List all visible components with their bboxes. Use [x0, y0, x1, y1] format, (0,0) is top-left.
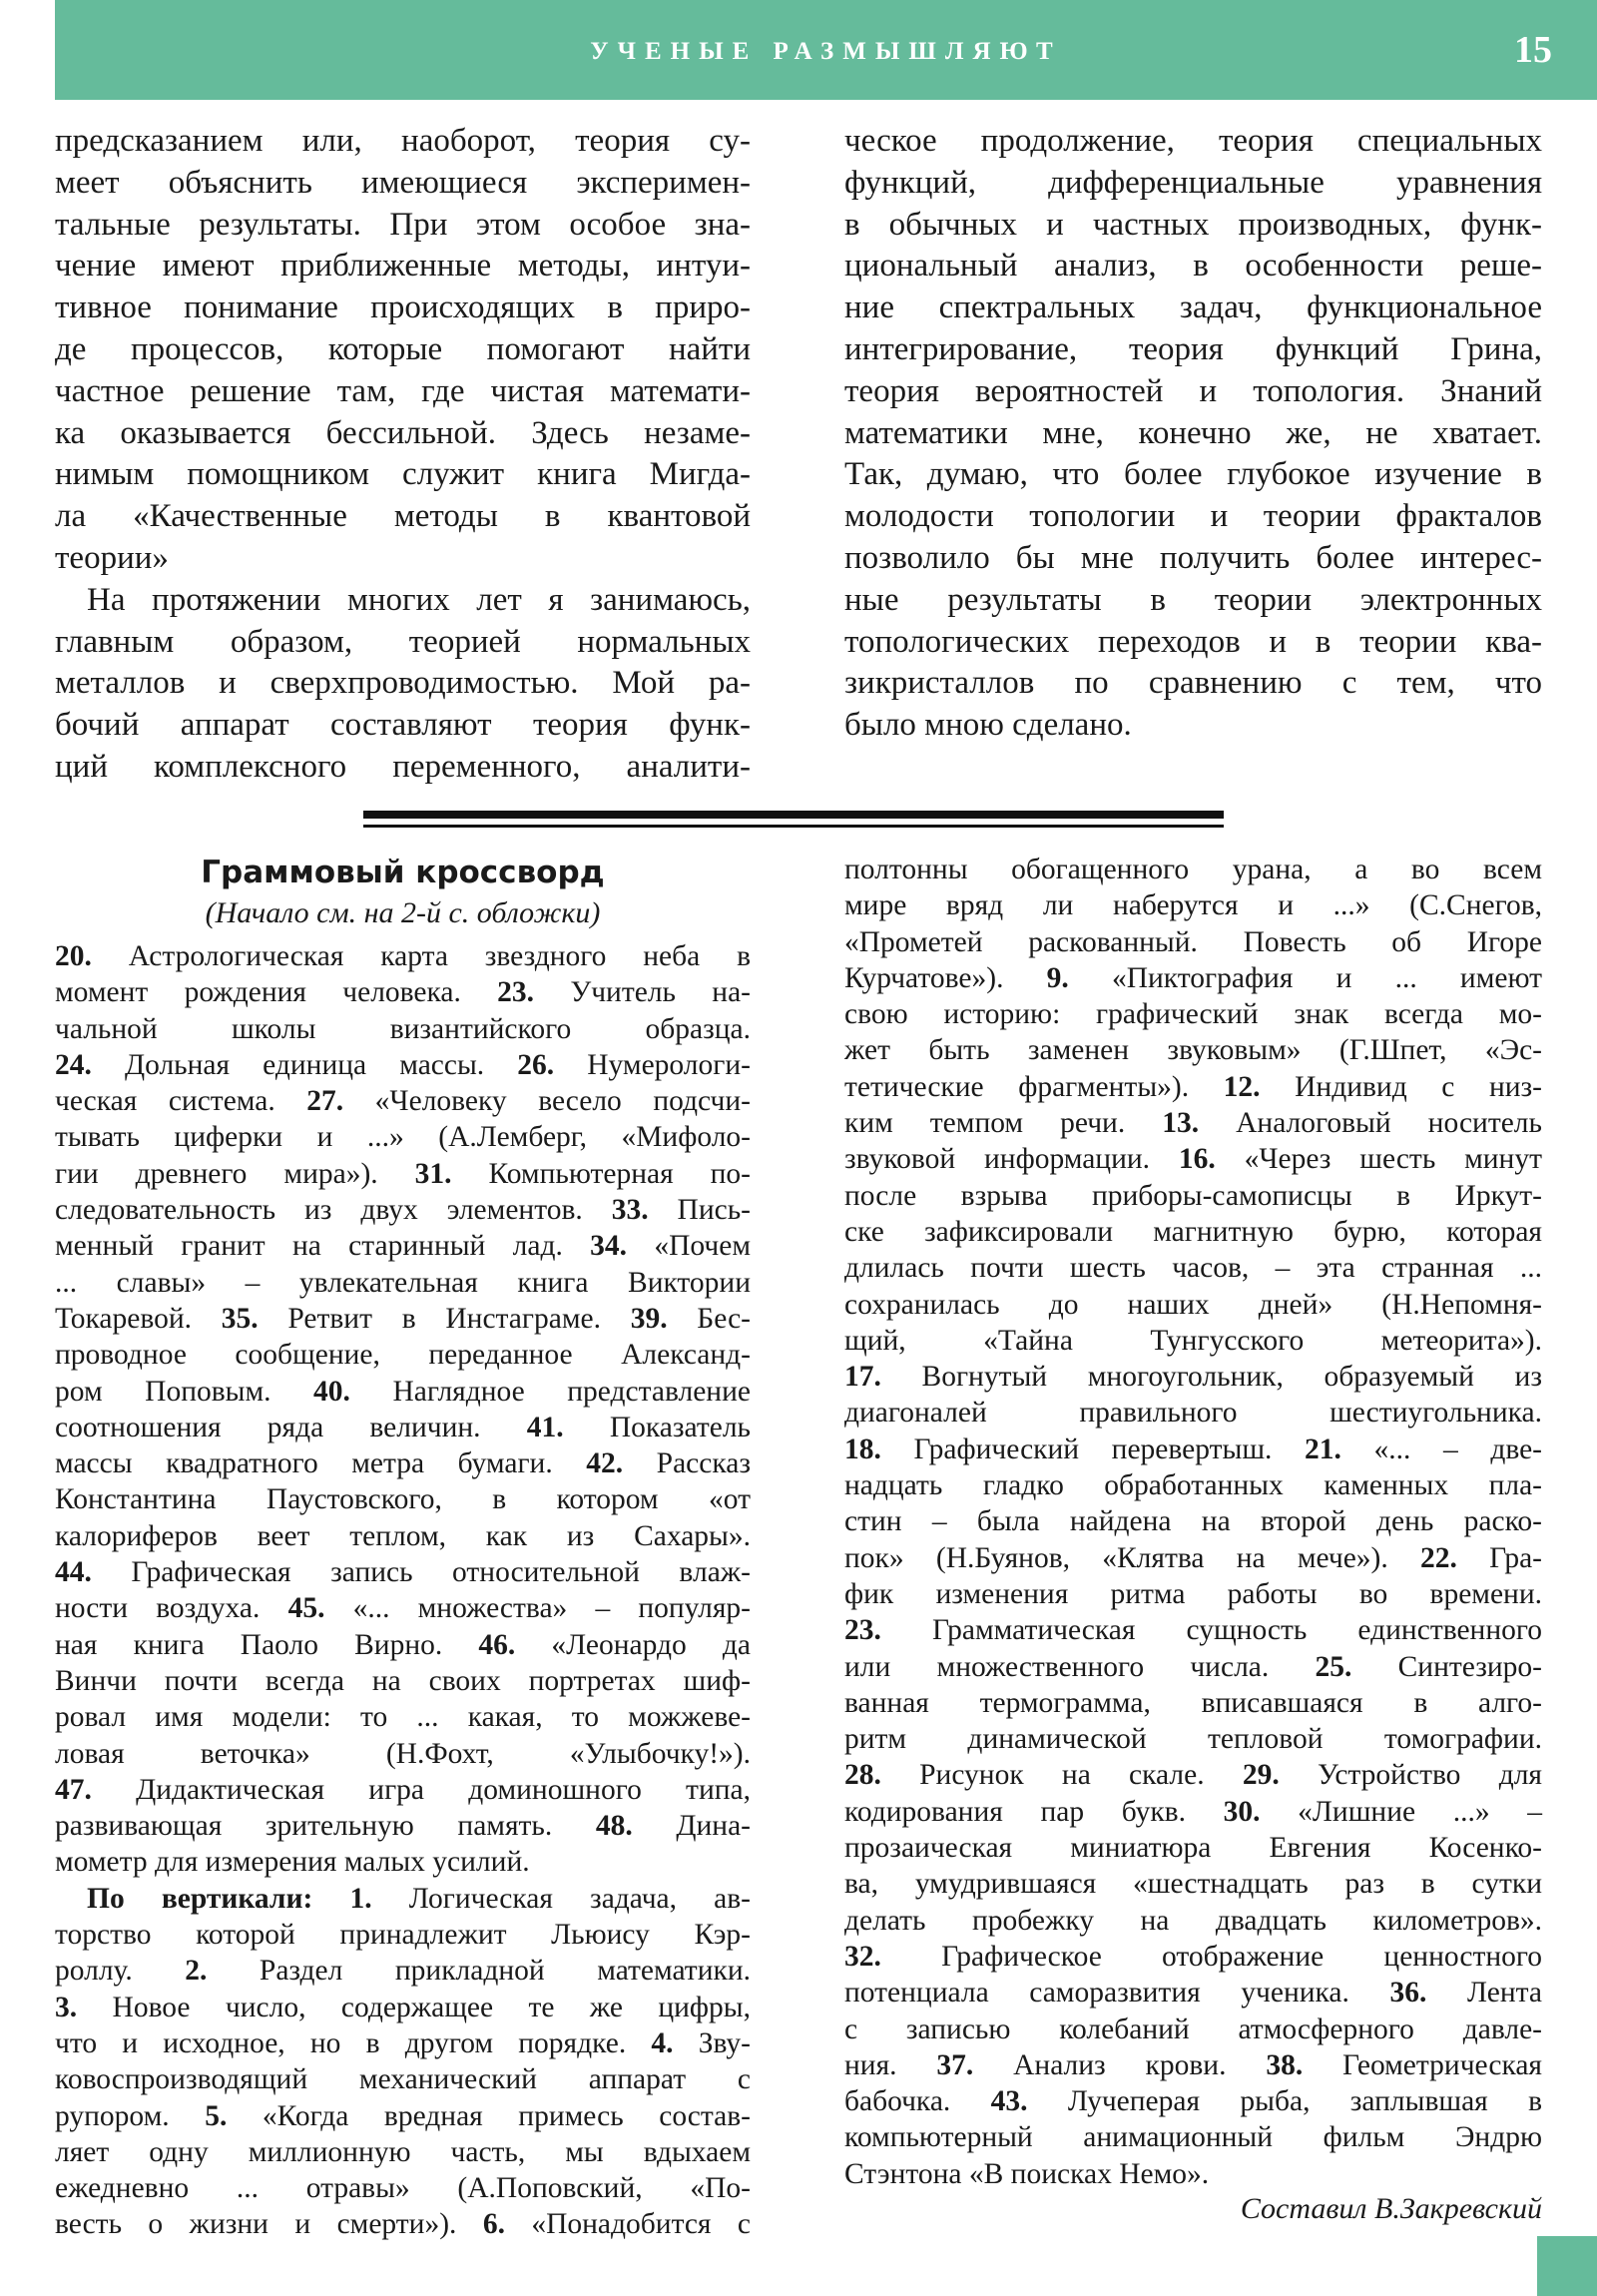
- text-line: роллу. 2. Раздел прикладной математики.: [55, 1955, 751, 1988]
- text-line: делать пробежку на двадцать километров».: [844, 1904, 1542, 1937]
- clue-number: 6.: [482, 2208, 505, 2241]
- paragraph: [844, 121, 1542, 747]
- text-line: ческая система. 27. «Человеку весело подсчи-: [55, 1085, 751, 1118]
- text-line: ций комплексного переменного, аналити-: [55, 748, 751, 785]
- text-line: Стэнтона «В поисках Немо».: [844, 2157, 1210, 2190]
- text-line: диагоналей правильного шестиугольника.: [844, 1397, 1542, 1430]
- text-line: надцать гладко обработанных каменных пла-: [844, 1469, 1542, 1502]
- text-line: По вертикали: 1. Логическая задача, ав-: [87, 1882, 751, 1915]
- clue-number: 27.: [306, 1085, 344, 1118]
- clue-number: 26.: [517, 1048, 555, 1081]
- text-line: Так, думаю, что более глубокое изучение в: [844, 456, 1542, 493]
- clue-number: 34.: [590, 1230, 628, 1263]
- text-line: мометр для измерения малых усилий.: [55, 1846, 530, 1879]
- clue-number: 4.: [651, 2026, 674, 2059]
- section-divider-thin: [363, 825, 1224, 828]
- text-line: что и исходное, но в другом порядке. 4. Зву-: [55, 2026, 751, 2059]
- clue-number: 38.: [1266, 2048, 1304, 2081]
- clue-number: 2.: [185, 1955, 208, 1988]
- clue-number: 18.: [844, 1433, 881, 1465]
- text-line: ванная термограмма, вписавшаяся в алго-: [844, 1686, 1542, 1719]
- text-line: тальные результаты. При этом особое зна-: [55, 206, 751, 243]
- crossword-left-column: [55, 938, 751, 2243]
- section-title: УЧЕНЫЕ РАЗМЫШЛЯЮТ: [590, 38, 1062, 65]
- clue-number: 22.: [1420, 1541, 1457, 1574]
- text-line: калориферов веет теплом, как из Сахары».: [55, 1519, 751, 1552]
- text-line: в обычных и частных производных, функ-: [844, 206, 1542, 243]
- text-line: стин – была найдена на второй день раско-: [844, 1505, 1542, 1538]
- text-line: весть о жизни и смерти»). 6. «Понадобится с: [55, 2208, 751, 2241]
- author-signature: Составил В.Закревский: [1240, 2192, 1542, 2225]
- text-line: интегрирование, теория функций Грина,: [844, 330, 1542, 367]
- clue-number: 43.: [990, 2085, 1028, 2118]
- clue-number: 46.: [478, 1628, 516, 1661]
- text-line: сохранилась до наших дней» (Н.Непомня-: [844, 1288, 1542, 1321]
- text-line: мире вряд ли наберутся и ...» (С.Снегов,: [844, 889, 1542, 922]
- clue-number: 44.: [55, 1556, 92, 1589]
- text-line: ким темпом речи. 13. Аналоговый носитель: [844, 1107, 1542, 1140]
- clue-number: 9.: [1046, 961, 1069, 994]
- clue-number: 41.: [526, 1411, 564, 1443]
- clue-number: 42.: [586, 1447, 624, 1480]
- text-line: полтонны обогащенного урана, а во всем: [844, 854, 1542, 885]
- clue-number: 37.: [936, 2048, 974, 2081]
- clue-number: 17.: [844, 1361, 881, 1394]
- clue-number: 32.: [844, 1940, 881, 1973]
- text-line: чальной школы византийского образца.: [55, 1012, 751, 1045]
- text-line: 20. Астрологическая карта звездного неба в: [55, 940, 751, 972]
- clue-number: 24.: [55, 1048, 92, 1081]
- text-line: тывать циферки и ...» (А.Лемберг, «Мифоло-: [55, 1121, 751, 1154]
- paragraph: [55, 580, 751, 789]
- clue-number: 23.: [497, 976, 535, 1009]
- clue-number: 5.: [205, 2099, 228, 2132]
- text-line: На протяжении многих лет я занимаюсь,: [87, 581, 751, 618]
- text-line: тетические фрагменты»). 12. Индивид с низ-: [844, 1070, 1542, 1103]
- section-divider-thick: [363, 811, 1224, 819]
- clue-number: 28.: [844, 1759, 881, 1792]
- clue-number: 35.: [221, 1302, 259, 1335]
- text-line: прозаическая миниатюра Евгения Косенко-: [844, 1832, 1542, 1865]
- text-line: массы квадратного метра бумаги. 42. Рассказ: [55, 1447, 752, 1480]
- clue-number: 3.: [55, 1991, 78, 2023]
- text-line: ске зафиксировали магнитную бурю, которая: [844, 1215, 1542, 1248]
- text-line: свою историю: графический знак всегда мо-: [844, 998, 1542, 1031]
- text-line: 32. Графическое отображение ценностного: [844, 1940, 1542, 1973]
- text-line: 28. Рисунок на скале. 29. Устройство для: [844, 1759, 1542, 1792]
- text-line: Винчи почти всегда на своих портретах шиф-: [55, 1664, 751, 1697]
- text-line: бочий аппарат составляют теория функ-: [55, 707, 751, 744]
- clue-number: 31.: [414, 1157, 452, 1190]
- text-line: после взрыва приборы-самописцы в Иркут-: [844, 1179, 1542, 1212]
- clue-number: 16.: [1178, 1143, 1216, 1176]
- paragraph: [55, 121, 751, 580]
- text-line: жет быть заменен звуковым» (Г.Шпет, «Эс-: [844, 1034, 1542, 1067]
- crossword-subtitle-text: (Начало см. на 2-й с. обложки): [205, 896, 601, 929]
- text-line: ности воздуха. 45. «... множества» – популяр-: [55, 1592, 752, 1625]
- corner-accent-block: [1537, 2236, 1597, 2296]
- text-line: 47. Дидактическая игра доминошного типа,: [55, 1773, 751, 1806]
- text-line: ровал имя модели: то ... какая, то можжеве-: [55, 1701, 751, 1734]
- text-line: ляет одну миллионную часть, мы вдыхаем: [55, 2135, 751, 2168]
- text-line: ческое продолжение, теория специальных: [844, 123, 1542, 159]
- clue-number: По вертикали:: [87, 1882, 313, 1915]
- clue-number: 30.: [1223, 1795, 1261, 1828]
- clue-number: 39.: [630, 1302, 668, 1335]
- text-line: тивное понимание происходящих в приро-: [55, 289, 751, 326]
- clue-number: 47.: [55, 1773, 92, 1806]
- text-line: ла «Качественные методы в квантовой: [55, 498, 751, 535]
- text-line: предсказанием или, наоборот, теория су-: [55, 123, 751, 159]
- text-line: ва, умудрившаяся «шестнадцать раз в сутки: [844, 1868, 1542, 1901]
- text-line: ние спектральных задач, функциональное: [844, 289, 1542, 326]
- text-line: нимым помощником служит книга Мигда-: [55, 456, 751, 493]
- page-number: 15: [1514, 29, 1552, 71]
- text-line: ритм динамической тепловой томографии.: [844, 1723, 1542, 1756]
- text-line: Константина Паустовского, в котором «от: [55, 1483, 751, 1516]
- clue-number: 1.: [349, 1882, 372, 1915]
- text-line: момент рождения человека. 23. Учитель на-: [55, 976, 752, 1009]
- article-left-column: [55, 121, 751, 789]
- text-line: ка оказывается бессильной. Здесь незаме-: [55, 414, 751, 451]
- paragraph: [55, 1881, 751, 2243]
- clue-number: 33.: [611, 1194, 649, 1227]
- text-line: Курчатове»). 9. «Пиктография и ... имеют: [844, 961, 1542, 994]
- text-line: компьютерный анимационный фильм Эндрю: [844, 2121, 1542, 2154]
- text-line: 24. Дольная единица массы. 26. Нумерологи-: [55, 1048, 751, 1081]
- text-line: Токаревой. 35. Ретвит в Инстаграме. 39. Бес-: [55, 1302, 751, 1335]
- text-line: или множественного числа. 25. Синтезиро-: [844, 1650, 1542, 1683]
- text-line: проводное сообщение, переданное Александ-: [55, 1339, 751, 1372]
- crossword-title: Граммовый кроссворд: [201, 855, 605, 890]
- text-line: топологических переходов и в теории ква-: [844, 623, 1542, 660]
- text-line: ковоспроизводящий механический аппарат с: [55, 2063, 751, 2096]
- text-line: 23. Грамматическая сущность единственного: [844, 1614, 1542, 1647]
- clue-number: 29.: [1242, 1759, 1280, 1792]
- text-line: менный гранит на старинный лад. 34. «Почем: [55, 1230, 752, 1263]
- text-line: пок» (Н.Буянов, «Клятва на мече»). 22. Гра-: [844, 1541, 1542, 1574]
- text-line: циональный анализ, в особенности реше-: [844, 248, 1542, 285]
- text-line: гии древнего мира»). 31. Компьютерная по-: [55, 1157, 751, 1190]
- text-line: ная книга Паоло Вирно. 46. «Леонардо да: [55, 1628, 751, 1661]
- crossword-right-column: [844, 852, 1542, 2192]
- section-header-band: [55, 0, 1597, 100]
- article-right-column: [844, 121, 1542, 747]
- text-line: функций, дифференциальные уравнения: [844, 164, 1542, 201]
- clue-number: 12.: [1223, 1070, 1261, 1103]
- text-line: теории»: [55, 539, 169, 576]
- text-line: потенциала саморазвития ученика. 36. Лента: [844, 1977, 1542, 2009]
- text-line: металлов и сверхпроводимостью. Мой ра-: [55, 665, 751, 702]
- text-line: бабочка. 43. Лучеперая рыба, заплывшая в: [844, 2085, 1543, 2118]
- text-line: математики мне, конечно же, не хватает.: [844, 414, 1542, 451]
- clue-number: 25.: [1315, 1650, 1352, 1683]
- text-line: «Прометей раскованный. Повесть об Игоре: [844, 925, 1542, 958]
- clue-number: 20.: [55, 940, 92, 972]
- crossword-subtitle: [55, 896, 751, 930]
- text-line: ловая веточка» (Н.Фохт, «Улыбочку!»).: [55, 1737, 751, 1770]
- paragraph: [844, 852, 1542, 2192]
- text-line: кодирования пар букв. 30. «Лишние ...» –: [844, 1795, 1542, 1828]
- text-line: 18. Графический перевертыш. 21. «... – две-: [844, 1433, 1542, 1465]
- text-line: 3. Новое число, содержащее те же цифры,: [55, 1991, 751, 2023]
- clue-number: 21.: [1305, 1433, 1341, 1465]
- text-line: ром Поповым. 40. Наглядное представление: [55, 1375, 751, 1408]
- text-line: ежедневно ... отравы» (А.Поповский, «По-: [55, 2172, 751, 2205]
- text-line: звуковой информации. 16. «Через шесть минут: [844, 1143, 1542, 1176]
- text-line: теория вероятностей и топология. Знаний: [844, 372, 1542, 409]
- text-line: с записью колебаний атмосферного давле-: [844, 2012, 1542, 2045]
- paragraph: [55, 938, 751, 1881]
- text-line: чение имеют приближенные методы, интуи-: [55, 248, 751, 285]
- clue-number: 13.: [1162, 1107, 1200, 1140]
- text-line: было мною сделано.: [844, 707, 1132, 744]
- text-line: позволило бы мне получить более интерес-: [844, 539, 1542, 576]
- text-line: ... славы» – увлекательная книга Виктории: [55, 1266, 751, 1299]
- text-line: ные результаты в теории электронных: [844, 581, 1542, 618]
- text-line: щий, «Тайна Тунгусского метеорита»).: [844, 1324, 1542, 1357]
- text-line: 17. Вогнутый многоугольник, образуемый из: [844, 1361, 1542, 1394]
- text-line: де процессов, которые помогают найти: [55, 330, 751, 367]
- text-line: зикристаллов по сравнению с тем, что: [844, 665, 1542, 702]
- clue-number: 48.: [595, 1810, 633, 1843]
- text-line: соотношения ряда величин. 41. Показатель: [55, 1411, 751, 1443]
- text-line: торство которой принадлежит Льюису Кэр-: [55, 1919, 751, 1952]
- text-line: ния. 37. Анализ крови. 38. Геометрическая: [844, 2048, 1542, 2081]
- text-line: развивающая зрительную память. 48. Дина-: [55, 1810, 751, 1843]
- text-line: длилась почти шесть часов, – эта странная ...: [844, 1252, 1542, 1285]
- text-line: фик изменения ритма работы во времени.: [844, 1577, 1542, 1610]
- text-line: главным образом, теорией нормальных: [55, 623, 751, 660]
- clue-number: 23.: [844, 1614, 881, 1647]
- text-line: частное решение там, где чистая математи-: [55, 372, 751, 409]
- clue-number: 36.: [1389, 1977, 1427, 2009]
- clue-number: 40.: [313, 1375, 350, 1408]
- text-line: следовательность из двух элементов. 33. Пись-: [55, 1194, 751, 1227]
- text-line: молодости топологии и теории фракталов: [844, 498, 1542, 535]
- clue-number: 45.: [287, 1592, 325, 1625]
- text-line: рупором. 5. «Когда вредная примесь состав-: [55, 2099, 751, 2132]
- text-line: меет объяснить имеющиеся эксперимен-: [55, 164, 751, 201]
- text-line: 44. Графическая запись относительной влаж-: [55, 1556, 751, 1589]
